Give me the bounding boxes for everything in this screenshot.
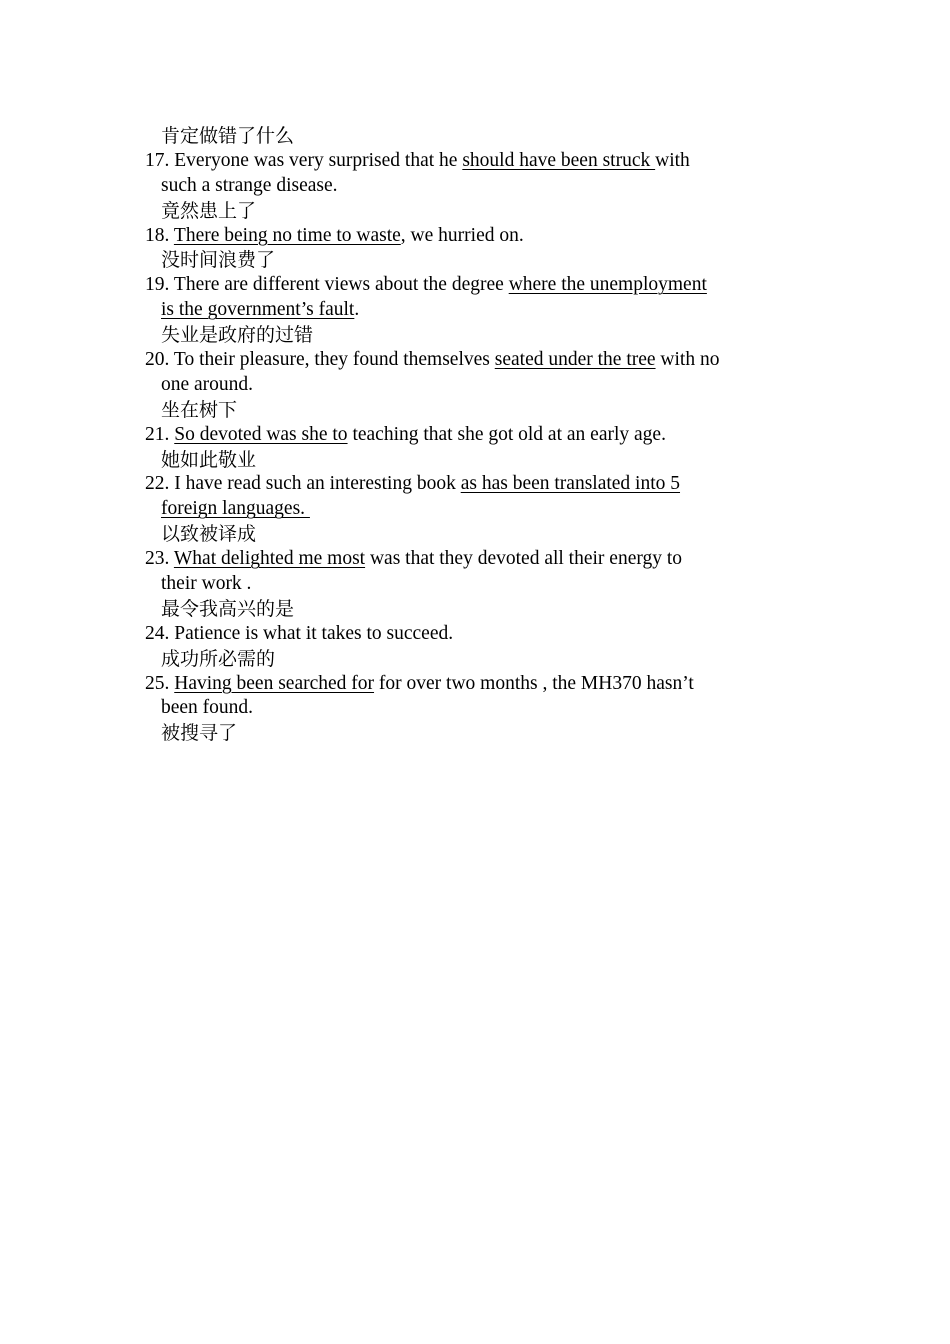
sentence-text: Everyone was very surprised that he — [174, 149, 463, 171]
translation-21: 她如此敬业 — [161, 448, 257, 471]
item-number: 17. — [145, 149, 175, 171]
underlined-phrase: There being no time to waste — [173, 224, 401, 246]
underlined-phrase: should have been struck — [462, 149, 656, 171]
translation-20: 坐在树下 — [161, 398, 238, 421]
sentence-text: teaching that she got old at an early age. — [347, 423, 666, 445]
underlined-phrase: foreign languages. — [161, 498, 310, 520]
sentence-23-continued — [145, 572, 825, 597]
sentence-24 — [145, 622, 825, 647]
item-number: 19. — [145, 274, 174, 296]
sentence-text: To their pleasure, they found themselves — [173, 349, 495, 371]
sentence-21 — [145, 423, 825, 448]
translation-18: 没时间浪费了 — [161, 249, 276, 272]
translation-24: 成功所必需的 — [161, 647, 276, 670]
underlined-phrase: So devoted was she to — [174, 423, 348, 445]
item-number: 22. — [145, 473, 175, 495]
sentence-25 — [145, 672, 825, 697]
sentence-22 — [145, 472, 825, 497]
sentence-text: . — [354, 299, 360, 321]
sentence-text: for over two months , the MH370 hasn’t — [374, 672, 694, 694]
underlined-phrase: What delighted me most — [173, 548, 366, 570]
translation-22: 以致被译成 — [161, 523, 257, 546]
underlined-phrase: Having been searched for — [174, 672, 375, 694]
underlined-phrase: is the government’s fault — [161, 299, 355, 321]
sentence-19 — [145, 273, 825, 298]
sentence-text: one around. — [161, 373, 254, 395]
underlined-phrase: seated under the tree — [494, 349, 656, 371]
item-number: 20. — [145, 349, 174, 371]
translation-17: 竟然患上了 — [161, 199, 257, 222]
sentence-22-continued — [145, 497, 825, 522]
sentence-text: Patience is what it takes to succeed. — [174, 622, 454, 644]
underlined-phrase: where the unemployment — [508, 274, 707, 296]
sentence-25-continued — [145, 696, 825, 721]
translation-19: 失业是政府的过错 — [161, 324, 314, 347]
sentence-text: with no — [655, 349, 720, 371]
translation-16: 肯定做错了什么 — [161, 125, 295, 147]
sentence-text: such a strange disease. — [161, 174, 338, 196]
item-number: 24. — [145, 622, 175, 644]
item-number: 18. — [145, 224, 174, 246]
sentence-20 — [145, 348, 825, 373]
translation-23: 最令我高兴的是 — [161, 597, 295, 620]
sentence-text: with — [655, 149, 690, 171]
sentence-text: their work . — [161, 573, 252, 595]
sentence-text: There are different views about the degree — [173, 274, 509, 296]
sentence-19-continued — [145, 298, 825, 323]
sentence-text: , we hurried on. — [400, 224, 524, 246]
item-number: 23. — [145, 548, 174, 570]
sentence-17-continued — [145, 174, 825, 199]
sentence-17 — [145, 149, 825, 174]
sentence-text: I have read such an interesting book — [174, 473, 461, 495]
translation-25: 被搜寻了 — [161, 722, 238, 745]
item-number: 25. — [145, 672, 175, 694]
sentence-23 — [145, 547, 825, 572]
sentence-18 — [145, 224, 825, 249]
sentence-20-continued — [145, 373, 825, 398]
sentence-text: been found. — [161, 697, 254, 719]
underlined-phrase: as has been translated into 5 — [460, 473, 681, 495]
item-number: 21. — [145, 423, 175, 445]
document-page — [145, 124, 825, 746]
sentence-text: was that they devoted all their energy to — [365, 548, 683, 570]
